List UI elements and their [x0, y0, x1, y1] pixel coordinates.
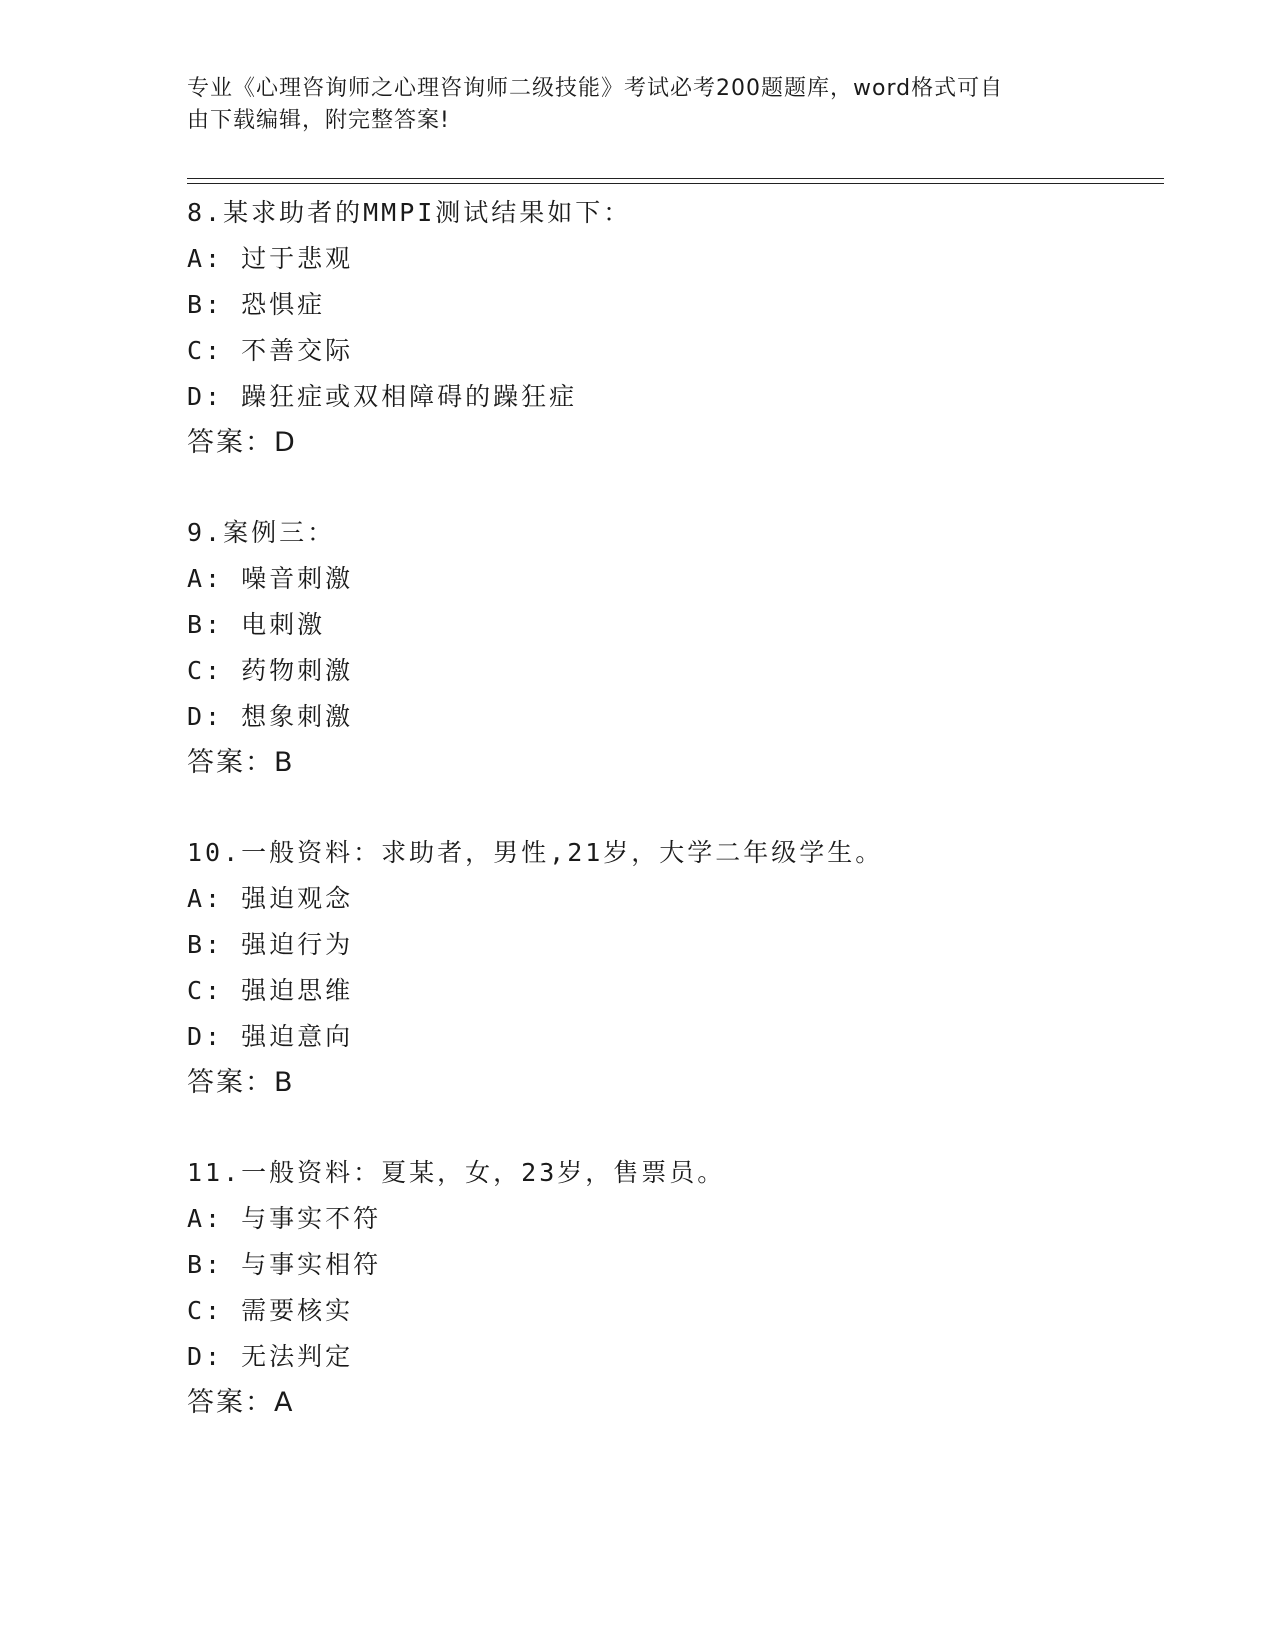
option-d: D: 想象刺激 [187, 702, 354, 731]
option-c: C: 药物刺激 [187, 656, 354, 685]
question-stem: 9.案例三： [187, 518, 336, 547]
option-c: C: 强迫思维 [187, 976, 354, 1005]
answer-line: 答案：B [187, 1067, 295, 1098]
question-11 [187, 1150, 1167, 1426]
option-d: D: 强迫意向 [187, 1022, 354, 1051]
option-a: A: 噪音刺激 [187, 564, 354, 593]
question-8 [187, 190, 1167, 466]
header-line-2: 由下载编辑，附完整答案! [187, 108, 450, 133]
answer-line: 答案：A [187, 1387, 295, 1418]
option-c: C: 不善交际 [187, 336, 354, 365]
document-header [187, 73, 1087, 137]
option-b: B: 与事实相符 [187, 1250, 382, 1279]
option-b: B: 恐惧症 [187, 290, 326, 319]
header-divider-bottom [187, 183, 1164, 184]
header-line-1: 专业《心理咨询师之心理咨询师二级技能》考试必考200题题库，word格式可自 [187, 76, 1004, 101]
question-10 [187, 830, 1167, 1106]
question-stem: 10.一般资料：求助者，男性,21岁，大学二年级学生。 [187, 838, 884, 867]
option-b: B: 电刺激 [187, 610, 326, 639]
option-a: A: 强迫观念 [187, 884, 354, 913]
question-9 [187, 510, 1167, 786]
option-c: C: 需要核实 [187, 1296, 354, 1325]
header-divider-top [187, 178, 1164, 179]
option-b: B: 强迫行为 [187, 930, 354, 959]
option-a: A: 与事实不符 [187, 1204, 382, 1233]
answer-line: 答案：B [187, 747, 295, 778]
question-stem: 11.一般资料：夏某，女，23岁，售票员。 [187, 1158, 726, 1187]
question-list [187, 190, 1167, 1470]
option-d: D: 躁狂症或双相障碍的躁狂症 [187, 382, 578, 411]
answer-line: 答案：D [187, 427, 297, 458]
option-d: D: 无法判定 [187, 1342, 354, 1371]
option-a: A: 过于悲观 [187, 244, 354, 273]
question-stem: 8.某求助者的MMPI测试结果如下： [187, 198, 632, 227]
